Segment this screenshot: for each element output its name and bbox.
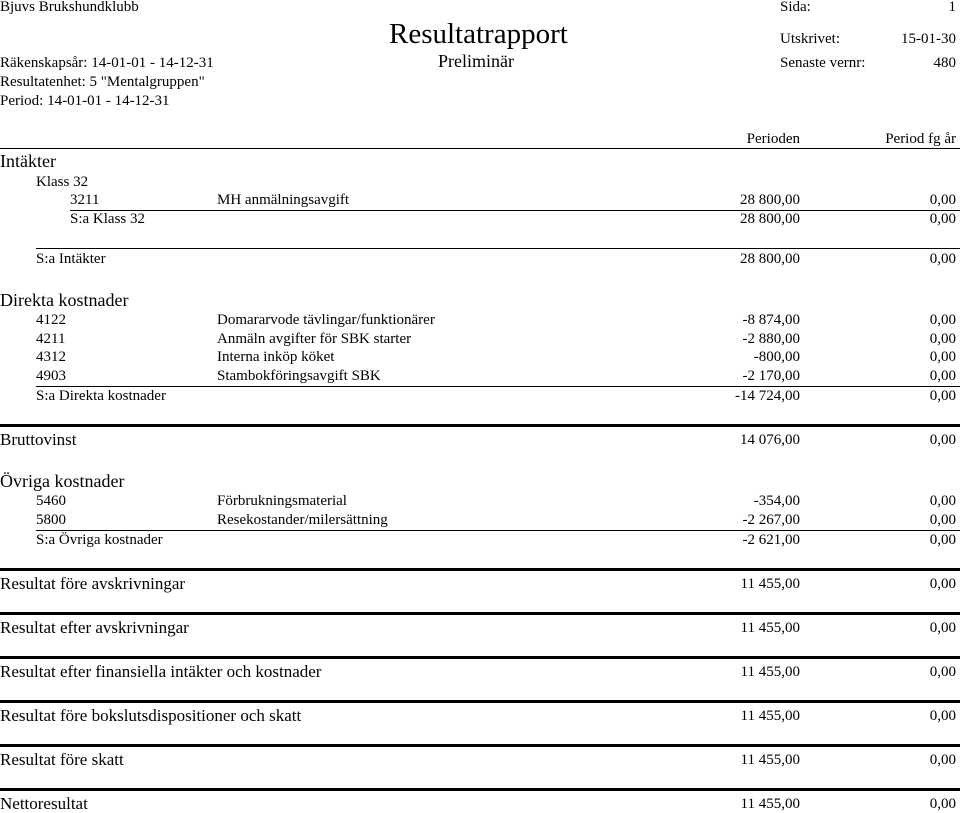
result-prev: 0,00	[929, 664, 956, 680]
account-number: 4122	[36, 312, 66, 328]
period-amount: -2 170,00	[742, 368, 800, 384]
subtotal-label: S:a Klass 32	[70, 211, 145, 227]
result-period: 11 455,00	[740, 796, 800, 812]
sum-rule	[70, 210, 960, 211]
result-label: Resultat efter finansiella intäkter och kostnader	[0, 662, 322, 681]
klass-label: Klass 32	[36, 174, 89, 190]
total-period: 28 800,00	[740, 251, 800, 267]
account-number: 4211	[36, 331, 66, 347]
period-amount: -2 880,00	[742, 331, 800, 347]
result-period: 11 455,00	[740, 752, 800, 768]
org-name: Bjuvs Brukshundklubb	[0, 0, 139, 15]
account-name: Förbrukningsmaterial	[217, 493, 347, 509]
subtotal-period: 28 800,00	[740, 211, 800, 227]
total-label: S:a Intäkter	[36, 251, 106, 267]
total-prev: 0,00	[929, 388, 956, 404]
result-prev: 0,00	[929, 620, 956, 636]
result-rule	[0, 700, 960, 703]
sum-rule	[36, 386, 960, 387]
result-period: 14 076,00	[740, 432, 800, 448]
column-header-period: Perioden	[746, 131, 800, 147]
fiscal-year: Räkenskapsår: 14-01-01 - 14-12-31	[0, 55, 214, 71]
result-period: 11 455,00	[740, 708, 800, 724]
total-label: S:a Direkta kostnader	[36, 388, 166, 404]
result-rule	[0, 744, 960, 747]
period-range: Period: 14-01-01 - 14-12-31	[0, 93, 170, 109]
account-number: 4903	[36, 368, 66, 384]
column-header-prev-year: Period fg år	[885, 131, 956, 147]
total-prev: 0,00	[929, 251, 956, 267]
prev-year-amount: 0,00	[929, 331, 956, 347]
account-name: Stambokföringsavgift SBK	[217, 368, 381, 384]
prev-year-amount: 0,00	[929, 192, 956, 208]
result-prev: 0,00	[929, 432, 956, 448]
result-label: Resultat före skatt	[0, 750, 124, 769]
result-period: 11 455,00	[740, 664, 800, 680]
result-rule	[0, 424, 960, 427]
result-label: Bruttovinst	[0, 430, 77, 449]
period-amount: -354,00	[753, 493, 800, 509]
column-header-rule	[0, 148, 960, 149]
account-number: 5460	[36, 493, 66, 509]
result-unit: Resultatenhet: 5 "Mentalgruppen"	[0, 74, 205, 90]
prev-year-amount: 0,00	[929, 368, 956, 384]
prev-year-amount: 0,00	[929, 493, 956, 509]
account-number: 5800	[36, 512, 66, 528]
result-rule	[0, 788, 960, 791]
result-period: 11 455,00	[740, 620, 800, 636]
account-name: Resekostander/milersättning	[217, 512, 388, 528]
page-label: Sida:	[780, 0, 811, 15]
last-vernr-value: 480	[933, 55, 956, 71]
printed-value: 15-01-30	[901, 31, 956, 47]
last-vernr-label: Senaste vernr:	[780, 55, 866, 71]
result-label: Resultat före bokslutsdispositioner och skatt	[0, 706, 302, 725]
account-number: 4312	[36, 349, 66, 365]
period-amount: -2 267,00	[742, 512, 800, 528]
total-period: -14 724,00	[735, 388, 800, 404]
total-period: -2 621,00	[742, 532, 800, 548]
prev-year-amount: 0,00	[929, 349, 956, 365]
account-name: Interna inköp köket	[217, 349, 335, 365]
section-heading-direkta: Direkta kostnader	[0, 290, 129, 310]
result-period: 11 455,00	[740, 576, 800, 592]
result-prev: 0,00	[929, 752, 956, 768]
result-rule	[0, 656, 960, 659]
prev-year-amount: 0,00	[929, 512, 956, 528]
result-rule	[0, 568, 960, 571]
result-prev: 0,00	[929, 576, 956, 592]
period-amount: 28 800,00	[740, 192, 800, 208]
period-amount: -8 874,00	[742, 312, 800, 328]
total-label: S:a Övriga kostnader	[36, 532, 163, 548]
sum-rule	[36, 530, 960, 531]
period-amount: -800,00	[753, 349, 800, 365]
report-title: Resultatrapport	[389, 18, 568, 50]
account-number: 3211	[70, 192, 100, 208]
result-prev: 0,00	[929, 708, 956, 724]
account-name: Domararvode tävlingar/funktionärer	[217, 312, 435, 328]
result-prev: 0,00	[929, 796, 956, 812]
result-label: Nettoresultat	[0, 794, 88, 813]
report-subtitle: Preliminär	[438, 51, 514, 71]
result-label: Resultat efter avskrivningar	[0, 618, 189, 637]
result-label: Resultat före avskrivningar	[0, 574, 186, 593]
printed-label: Utskrivet:	[780, 31, 840, 47]
sum-rule	[36, 248, 960, 249]
prev-year-amount: 0,00	[929, 312, 956, 328]
account-name: MH anmälningsavgift	[217, 192, 350, 208]
subtotal-prev: 0,00	[929, 211, 956, 227]
result-rule	[0, 612, 960, 615]
section-heading-ovriga: Övriga kostnader	[0, 471, 125, 491]
section-heading-intakter: Intäkter	[0, 151, 56, 171]
account-name: Anmäln avgifter för SBK starter	[217, 331, 412, 347]
page-value: 1	[948, 0, 956, 15]
total-prev: 0,00	[929, 532, 956, 548]
